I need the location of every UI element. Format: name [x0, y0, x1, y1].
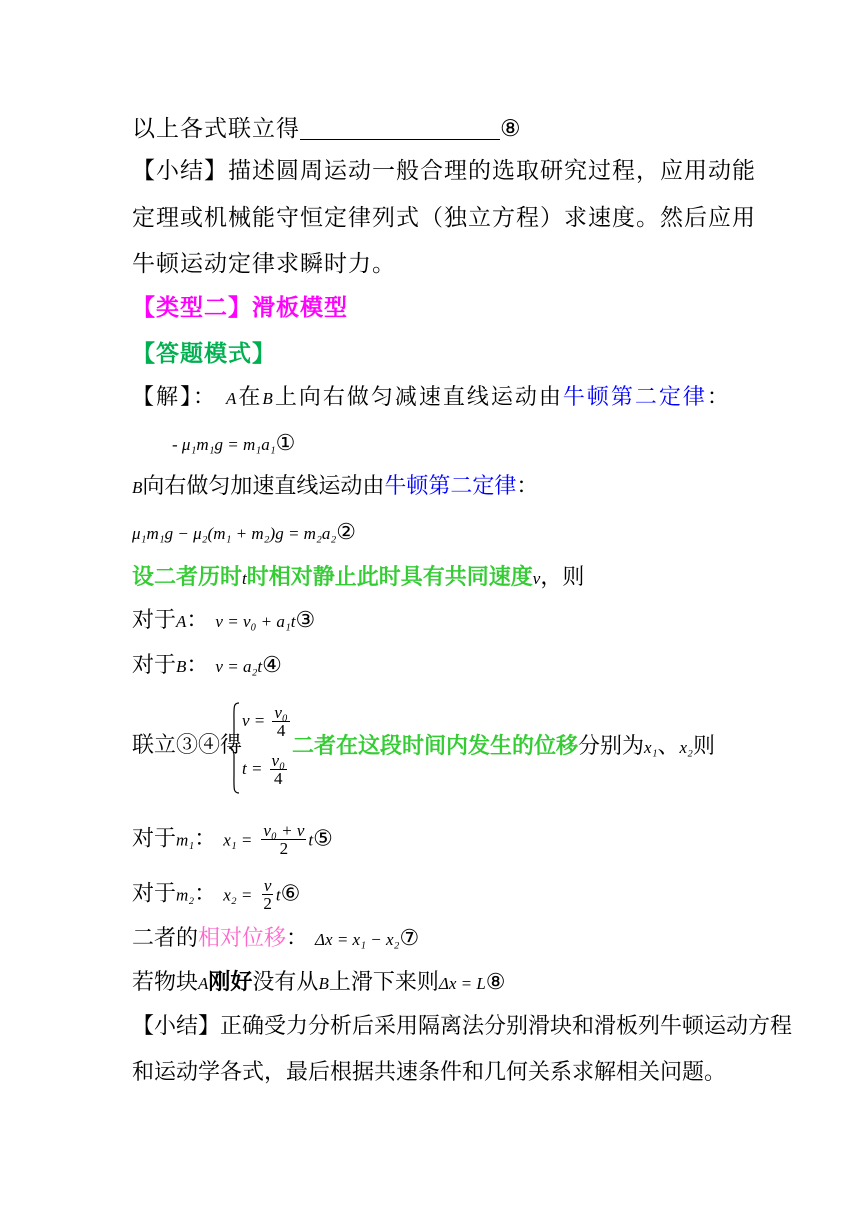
equation-8-text: Δx = L [438, 974, 486, 993]
numerator: v₀ [274, 703, 288, 722]
summary-line-3-wrap [132, 249, 396, 279]
summary2-line-2-wrap [132, 1058, 726, 1088]
var-t: t [242, 569, 247, 588]
var-b: B [262, 389, 275, 408]
row2-lhs: t = [242, 759, 263, 778]
fraction [261, 877, 274, 912]
var-m1: m₁ [176, 830, 195, 850]
solution-line [132, 383, 731, 414]
text-if-block: 若物块 [132, 970, 199, 995]
var-x2: x₂ [679, 738, 693, 757]
for-a-line [132, 606, 315, 637]
system-row-2 [242, 752, 289, 787]
answer-blank [300, 115, 500, 140]
label-for: 对于 [132, 881, 177, 907]
numerator: v₀ + v [263, 821, 305, 840]
denominator: 2 [279, 839, 289, 858]
for-b-line [132, 651, 282, 682]
lhs: x₁ = [223, 830, 253, 850]
var-a: A [176, 612, 187, 631]
summary-paragraph-2 [132, 1012, 792, 1042]
circled-number: ⑧ [500, 116, 522, 142]
b-desc: 向右做匀加速直线运动由 [142, 474, 385, 499]
colon: ： [186, 653, 209, 678]
combined-equation-line [132, 114, 522, 144]
joint-label: 联立③④得 [132, 733, 243, 758]
colon: ： [516, 474, 539, 499]
green-text-2: 时相对静止此时具有共同速度 [246, 564, 533, 590]
denominator: 4 [274, 769, 283, 788]
var-v: v [532, 569, 541, 588]
circled-number: ⑧ [485, 970, 506, 995]
section-heading-type2: 【类型二】滑板模型 [132, 294, 348, 321]
text-not-from: 没有从 [252, 970, 319, 995]
circled-number: ① [275, 431, 296, 456]
denominator: 4 [276, 721, 286, 740]
condition-line [132, 967, 506, 999]
solution-label: 【解】： [132, 385, 218, 410]
lhs: x₂ = [223, 885, 253, 905]
summary-paragraph-1 [132, 156, 756, 186]
equation-system [228, 700, 298, 796]
circled-number: ④ [262, 653, 282, 678]
for-m2-line [132, 877, 300, 917]
pink-relative-displacement: 相对位移 [198, 926, 287, 951]
summary-line-3: 牛顿运动定律求瞬时力。 [132, 251, 396, 277]
separator: 、 [657, 734, 680, 759]
b-motion-line [132, 472, 538, 503]
text-then: ，则 [540, 565, 585, 590]
equation-3-text: v = v₀ + a₁t [215, 612, 296, 631]
circled-number: ③ [295, 608, 316, 633]
circled-number: ⑥ [280, 881, 301, 907]
left-brace-icon [228, 702, 240, 794]
var-a: A [226, 389, 239, 408]
row1-lhs: v = [242, 711, 266, 730]
bold-just: 刚好 [208, 969, 253, 995]
summary2-line-1: 【小结】正确受力分析后采用隔离法分别滑块和滑板列牛顿运动方程 [132, 1014, 793, 1039]
solution-desc: 上向右做匀减速直线运动由 [274, 385, 563, 410]
line-text: 以上各式联立得 [132, 116, 300, 142]
label-for: 对于 [132, 653, 177, 678]
equation-2-text: μ₁m₁g − μ₂(m₁ + m₂)g = m₂a₂ [132, 524, 337, 543]
equation-2 [132, 518, 356, 549]
denominator: 2 [263, 894, 272, 913]
label-for: 对于 [132, 608, 177, 633]
summary2-line-2: 和运动学各式，最后根据共速条件和几何关系求解相关问题。 [132, 1060, 727, 1085]
law-name: 牛顿第二定律 [562, 385, 707, 410]
colon: ： [194, 826, 217, 852]
colon: ： [194, 881, 217, 907]
var-b: B [318, 974, 329, 993]
label-for: 对于 [132, 826, 177, 852]
summary-line-2-wrap [132, 203, 756, 233]
system-row-1 [242, 704, 292, 739]
var-b: B [176, 657, 187, 676]
relative-displacement-line [132, 924, 419, 955]
var-t: t [275, 885, 281, 905]
colon: ： [286, 926, 309, 951]
equation-4-text: v = a₂t [215, 657, 263, 676]
var-t: t [308, 830, 314, 850]
var-a: A [198, 974, 209, 993]
summary-line-1: 【小结】描述圆周运动一般合理的选取研究过程，应用动能 [132, 158, 756, 184]
displacement-line [292, 731, 715, 763]
var-x1: x₁ [644, 738, 658, 757]
colon: ： [186, 608, 209, 633]
numerator: v₀ [271, 751, 286, 770]
fraction [270, 752, 287, 787]
equation-7-text: Δx = x₁ − x₂ [315, 930, 400, 949]
circled-number: ② [336, 520, 357, 545]
var-m2: m₂ [176, 885, 195, 905]
text-on: 在 [238, 385, 263, 410]
green-text-1: 设二者历时 [132, 564, 243, 590]
text-of-both: 二者的 [132, 926, 199, 951]
fraction [272, 704, 289, 739]
equation-1-text: - μ₁m₁g = m₁a₁ [172, 435, 276, 454]
joint-label-line [132, 731, 242, 761]
green-displacement-text: 二者在这段时间内发生的位移 [292, 733, 579, 759]
section-heading-answer-mode: 【答题模式】 [132, 340, 276, 367]
circled-number: ⑦ [399, 926, 420, 951]
fraction [261, 822, 306, 857]
law-name: 牛顿第二定律 [384, 474, 517, 499]
text-then: 则 [692, 734, 715, 759]
summary-line-2: 定理或机械能守恒定律列式（独立方程）求速度。然后应用 [132, 205, 756, 231]
colon: ： [706, 385, 731, 410]
text-slide-off: 上滑下来则 [328, 970, 439, 995]
for-m1-line [132, 822, 333, 862]
common-velocity-line [132, 562, 584, 594]
numerator: v [263, 876, 272, 895]
var-b: B [132, 478, 143, 497]
circled-number: ⑤ [313, 826, 333, 852]
equation-1 [172, 429, 295, 460]
text-respectively: 分别为 [578, 734, 645, 759]
